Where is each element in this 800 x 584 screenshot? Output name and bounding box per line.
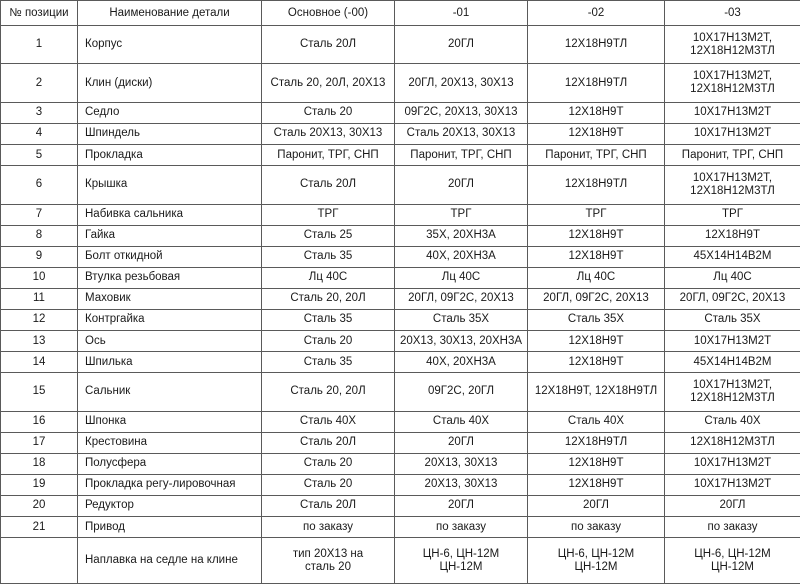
material-03-cell bbox=[665, 225, 800, 246]
part-name-cell: Шпиндель bbox=[78, 123, 262, 144]
table-row bbox=[1, 495, 800, 516]
material-00-cell: Лц 40С bbox=[262, 267, 395, 288]
material-03-cell-line: 10Х17Н13М2Т, bbox=[692, 378, 773, 391]
material-01-cell: 40Х, 20ХН3А bbox=[395, 246, 528, 267]
part-name-cell: Болт откидной bbox=[78, 246, 262, 267]
table-row bbox=[1, 411, 800, 432]
material-01-cell bbox=[395, 538, 528, 584]
part-name-cell: Сальник bbox=[78, 373, 262, 411]
material-00-cell: Сталь 20Х13, 30Х13 bbox=[262, 123, 395, 144]
material-02-cell: 12Х18Н9Т bbox=[528, 474, 665, 495]
table-row bbox=[1, 517, 800, 538]
material-03-cell-line: Паронит, ТРГ, СНП bbox=[681, 148, 784, 161]
position-cell: 5 bbox=[1, 145, 78, 166]
position-cell: 7 bbox=[1, 204, 78, 225]
table-row bbox=[1, 288, 800, 309]
material-01-cell: 20Х13, 30Х13 bbox=[395, 474, 528, 495]
table-row bbox=[1, 267, 800, 288]
material-01-cell: 20ГЛ, 20Х13, 30Х13 bbox=[395, 64, 528, 102]
part-name-cell: Прокладка bbox=[78, 145, 262, 166]
table-row bbox=[1, 246, 800, 267]
material-03-cell bbox=[665, 474, 800, 495]
material-00-cell: Сталь 20, 20Л, 20Х13 bbox=[262, 64, 395, 102]
part-name-cell: Полусфера bbox=[78, 453, 262, 474]
material-03-cell-line: 10Х17Н13М2Т, bbox=[692, 171, 773, 184]
material-01-cell: 20ГЛ, 09Г2С, 20Х13 bbox=[395, 288, 528, 309]
material-00-cell: Сталь 20 bbox=[262, 474, 395, 495]
material-03-cell bbox=[665, 102, 800, 123]
material-01-cell: 20ГЛ bbox=[395, 26, 528, 64]
part-name-cell: Гайка bbox=[78, 225, 262, 246]
material-00-cell: Сталь 40Х bbox=[262, 411, 395, 432]
position-cell: 12 bbox=[1, 309, 78, 330]
part-name-cell: Шпонка bbox=[78, 411, 262, 432]
part-name-cell: Привод bbox=[78, 517, 262, 538]
position-cell: 14 bbox=[1, 352, 78, 373]
material-03-cell-line: 10Х17Н13М2Т bbox=[693, 334, 772, 347]
material-03-cell-line: 10Х17Н13М2Т bbox=[693, 478, 772, 491]
table-row bbox=[1, 26, 800, 64]
material-02-cell: 12Х18Н9ТЛ bbox=[528, 64, 665, 102]
position-cell: 13 bbox=[1, 331, 78, 352]
material-01-cell: 20Х13, 30Х13 bbox=[395, 453, 528, 474]
material-01-cell: ТРГ bbox=[395, 204, 528, 225]
table-row bbox=[1, 166, 800, 204]
table-row bbox=[1, 309, 800, 330]
material-01-cell: Паронит, ТРГ, СНП bbox=[395, 145, 528, 166]
part-name-cell: Набивка сальника bbox=[78, 204, 262, 225]
material-03-cell-line: 10Х17Н13М2Т bbox=[693, 457, 772, 470]
material-01-cell: 20ГЛ bbox=[395, 495, 528, 516]
position-cell: 3 bbox=[1, 102, 78, 123]
table-row bbox=[1, 538, 800, 584]
material-02-cell: ТРГ bbox=[528, 204, 665, 225]
material-03-cell-line: 45Х14Н14В2М bbox=[693, 250, 772, 263]
material-02-cell: 12Х18Н9Т bbox=[528, 352, 665, 373]
material-00-cell-line: тип 20Х13 на bbox=[292, 547, 364, 560]
position-cell: 16 bbox=[1, 411, 78, 432]
material-03-cell bbox=[665, 352, 800, 373]
header-01: -01 bbox=[395, 1, 528, 26]
material-00-cell: Сталь 35 bbox=[262, 246, 395, 267]
material-03-cell bbox=[665, 204, 800, 225]
material-02-cell: Сталь 40Х bbox=[528, 411, 665, 432]
material-01-cell-line: ЦН-6, ЦН-12М bbox=[422, 547, 500, 560]
position-cell: 18 bbox=[1, 453, 78, 474]
material-03-cell bbox=[665, 288, 800, 309]
header-main-00: Основное (-00) bbox=[262, 1, 395, 26]
position-cell: 17 bbox=[1, 432, 78, 453]
material-03-cell-line: 45Х14Н14В2М bbox=[693, 355, 772, 368]
part-name-cell: Ось bbox=[78, 331, 262, 352]
material-02-cell-line: ЦН-12М bbox=[574, 560, 618, 573]
table-row bbox=[1, 145, 800, 166]
header-03: -03 bbox=[665, 1, 800, 26]
material-00-cell: Сталь 35 bbox=[262, 309, 395, 330]
material-01-cell: Сталь 20Х13, 30Х13 bbox=[395, 123, 528, 144]
material-02-cell: 12Х18Н9ТЛ bbox=[528, 166, 665, 204]
material-00-cell: Сталь 20 bbox=[262, 453, 395, 474]
material-03-cell-line: 10Х17Н13М2Т, bbox=[692, 31, 773, 44]
material-02-cell: 12Х18Н9Т bbox=[528, 123, 665, 144]
material-03-cell bbox=[665, 432, 800, 453]
material-01-cell: 40Х, 20ХН3А bbox=[395, 352, 528, 373]
material-02-cell: 12Х18Н9ТЛ bbox=[528, 432, 665, 453]
material-03-cell bbox=[665, 373, 800, 411]
material-01-cell: Сталь 35Х bbox=[395, 309, 528, 330]
table-row bbox=[1, 432, 800, 453]
position-cell: 10 bbox=[1, 267, 78, 288]
material-00-cell: Сталь 20 bbox=[262, 331, 395, 352]
material-03-cell-line: 12Х18Н12М3ТЛ bbox=[690, 83, 775, 96]
material-03-cell bbox=[665, 145, 800, 166]
material-03-cell bbox=[665, 453, 800, 474]
material-03-cell-line: 12Х18Н12М3ТЛ bbox=[690, 436, 775, 449]
part-name-cell: Маховик bbox=[78, 288, 262, 309]
material-01-cell-line: ЦН-12М bbox=[439, 560, 483, 573]
table-row bbox=[1, 123, 800, 144]
material-03-cell-line: ЦН-12М bbox=[710, 560, 754, 573]
material-02-cell: Лц 40С bbox=[528, 267, 665, 288]
material-03-cell bbox=[665, 411, 800, 432]
material-02-cell: по заказу bbox=[528, 517, 665, 538]
material-03-cell bbox=[665, 26, 800, 64]
material-03-cell-line: 12Х18Н12М3ТЛ bbox=[690, 184, 775, 197]
header-row bbox=[1, 1, 800, 26]
material-01-cell: 20ГЛ bbox=[395, 166, 528, 204]
material-03-cell-line: 10Х17Н13М2Т bbox=[693, 106, 772, 119]
table-row bbox=[1, 474, 800, 495]
material-03-cell bbox=[665, 246, 800, 267]
material-00-cell: по заказу bbox=[262, 517, 395, 538]
part-name-cell: Прокладка регу-лировочная bbox=[78, 474, 262, 495]
material-03-cell-line: Сталь 40Х bbox=[704, 415, 761, 428]
part-name-cell: Втулка резьбовая bbox=[78, 267, 262, 288]
material-03-cell-line: по заказу bbox=[707, 520, 758, 533]
material-03-cell-line: 20ГЛ, 09Г2С, 20Х13 bbox=[679, 292, 786, 305]
table-row bbox=[1, 225, 800, 246]
material-00-cell: Сталь 20Л bbox=[262, 166, 395, 204]
material-02-cell: 12Х18Н9Т bbox=[528, 102, 665, 123]
material-02-cell: Сталь 35Х bbox=[528, 309, 665, 330]
material-00-cell: Сталь 20, 20Л bbox=[262, 373, 395, 411]
material-02-cell: 20ГЛ, 09Г2С, 20Х13 bbox=[528, 288, 665, 309]
material-01-cell: 09Г2С, 20Х13, 30Х13 bbox=[395, 102, 528, 123]
material-01-cell: 35Х, 20ХН3А bbox=[395, 225, 528, 246]
material-03-cell bbox=[665, 166, 800, 204]
material-03-cell bbox=[665, 331, 800, 352]
material-03-cell-line: ЦН-6, ЦН-12М bbox=[694, 547, 771, 560]
material-02-cell bbox=[528, 538, 665, 584]
material-03-cell-line: Сталь 35Х bbox=[704, 313, 761, 326]
position-cell: 6 bbox=[1, 166, 78, 204]
position-cell: 19 bbox=[1, 474, 78, 495]
material-00-cell: Сталь 35 bbox=[262, 352, 395, 373]
material-00-cell: Сталь 20, 20Л bbox=[262, 288, 395, 309]
material-02-cell: 12Х18Н9Т bbox=[528, 453, 665, 474]
material-01-cell: Лц 40С bbox=[395, 267, 528, 288]
part-name-cell: Контргайка bbox=[78, 309, 262, 330]
part-name-cell: Клин (диски) bbox=[78, 64, 262, 102]
material-00-cell: Паронит, ТРГ, СНП bbox=[262, 145, 395, 166]
material-00-cell-line: сталь 20 bbox=[305, 560, 351, 573]
header-part-name: Наименование детали bbox=[78, 1, 262, 26]
material-03-cell bbox=[665, 538, 800, 584]
part-name-cell: Шпилька bbox=[78, 352, 262, 373]
material-01-cell: 20Х13, 30Х13, 20ХН3А bbox=[395, 331, 528, 352]
material-02-cell: Паронит, ТРГ, СНП bbox=[528, 145, 665, 166]
part-name-cell: Крышка bbox=[78, 166, 262, 204]
material-03-cell bbox=[665, 309, 800, 330]
material-00-cell: Сталь 20Л bbox=[262, 26, 395, 64]
material-00-cell: Сталь 20Л bbox=[262, 495, 395, 516]
position-cell: 2 bbox=[1, 64, 78, 102]
material-01-cell: 20ГЛ bbox=[395, 432, 528, 453]
part-name-cell: Наплавка на седле на клине bbox=[78, 538, 262, 584]
material-00-cell bbox=[262, 538, 395, 584]
material-02-cell: 12Х18Н9Т, 12Х18Н9ТЛ bbox=[528, 373, 665, 411]
position-cell: 15 bbox=[1, 373, 78, 411]
part-name-cell: Крестовина bbox=[78, 432, 262, 453]
position-cell: 9 bbox=[1, 246, 78, 267]
position-cell: 11 bbox=[1, 288, 78, 309]
table-row bbox=[1, 204, 800, 225]
table-row bbox=[1, 102, 800, 123]
material-00-cell: Сталь 20 bbox=[262, 102, 395, 123]
material-03-cell-line: 20ГЛ bbox=[719, 499, 746, 512]
header-02: -02 bbox=[528, 1, 665, 26]
position-cell: 1 bbox=[1, 26, 78, 64]
position-cell: 20 bbox=[1, 495, 78, 516]
position-cell: 21 bbox=[1, 517, 78, 538]
material-03-cell-line: 10Х17Н13М2Т bbox=[693, 127, 772, 140]
material-02-cell: 12Х18Н9Т bbox=[528, 331, 665, 352]
material-03-cell bbox=[665, 64, 800, 102]
position-cell: 8 bbox=[1, 225, 78, 246]
material-02-cell-line: ЦН-6, ЦН-12М bbox=[557, 547, 635, 560]
material-01-cell: 09Г2С, 20ГЛ bbox=[395, 373, 528, 411]
material-02-cell: 20ГЛ bbox=[528, 495, 665, 516]
material-03-cell bbox=[665, 517, 800, 538]
part-name-cell: Редуктор bbox=[78, 495, 262, 516]
material-00-cell: ТРГ bbox=[262, 204, 395, 225]
position-cell bbox=[1, 538, 78, 584]
material-03-cell-line: ТРГ bbox=[722, 208, 743, 221]
material-02-cell: 12Х18Н9ТЛ bbox=[528, 26, 665, 64]
material-02-cell: 12Х18Н9Т bbox=[528, 246, 665, 267]
position-cell: 4 bbox=[1, 123, 78, 144]
material-03-cell-line: 12Х18Н12М3ТЛ bbox=[690, 391, 775, 404]
table-row bbox=[1, 64, 800, 102]
material-00-cell: Сталь 25 bbox=[262, 225, 395, 246]
material-03-cell bbox=[665, 267, 800, 288]
material-03-cell bbox=[665, 123, 800, 144]
material-03-cell-line: 12Х18Н9Т bbox=[705, 229, 760, 242]
part-name-cell: Корпус bbox=[78, 26, 262, 64]
material-03-cell-line: 12Х18Н12М3ТЛ bbox=[690, 44, 775, 57]
material-03-cell-line: 10Х17Н13М2Т, bbox=[692, 70, 773, 83]
material-03-cell-line: Лц 40С bbox=[713, 271, 752, 284]
material-01-cell: по заказу bbox=[395, 517, 528, 538]
material-03-cell bbox=[665, 495, 800, 516]
table-row bbox=[1, 331, 800, 352]
material-01-cell: Сталь 40Х bbox=[395, 411, 528, 432]
material-02-cell: 12Х18Н9Т bbox=[528, 225, 665, 246]
header-position: № позиции bbox=[1, 1, 78, 26]
material-00-cell: Сталь 20Л bbox=[262, 432, 395, 453]
table-row bbox=[1, 352, 800, 373]
table-row bbox=[1, 453, 800, 474]
table-row bbox=[1, 373, 800, 411]
part-name-cell: Седло bbox=[78, 102, 262, 123]
